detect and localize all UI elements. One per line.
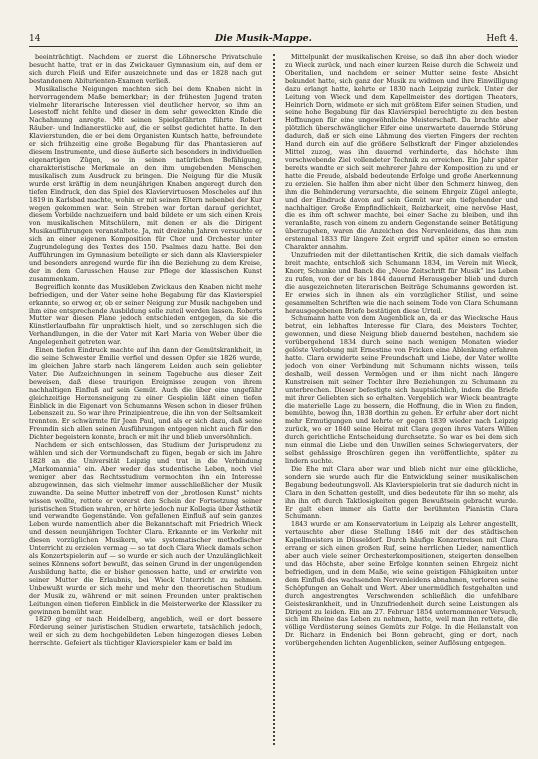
paragraph: beeinträchtigt. Nachdem er zuerst die Löhnersche Privatschule besucht hatte, trat er in das Zwickauer Gymnasium ein, auf dem er sich durch Fleiß und Eifer auszeichnete und das er 1828 nach gut bestandenem Abiturienten-Examen verließ. [29, 54, 262, 85]
right-column [285, 54, 518, 745]
paragraph: Einen tiefen Eindruck machte auf ihn dann der Gemütskrankheit, in die seine Schwester Emilie verfiel und dessen Opfer sie 1826 wurde, im gleichen Jahre starb nach längerem Leiden auch sein geliebter Vater. Die Aufzeichnungen in seinem Tagebuche aus dieser Zeit beweisen, daß diese traurigen Ereignisse zeugen von ihrem nachhaltigen Einfluß auf sein Gemüt. Auch die über eine ungefähr gleichzeitige Herzensneigung zu einer Gespielin läßt einen tiefen Einblick in die Eigenart von Schumanns Wesen schon in dieser frühen Lebenszeit zu. So war ihre Prinzipientreue, die ihn von der Seltsamkeit trennten. Er schwärmte für Jean Paul, und als er sich dazu, daß seine Freundin sich allen seinen Ausführungen entgegen nicht auch für den Dichter begeistern konnte, brach er mit ihr und blieb unversöhnlich. [29, 346, 262, 442]
paragraph: Nachdem er sich entschlossen, das Studium der Jurisprudenz zu wählen und sich der Vormundschaft zu fügen, begab er sich im Jahre 1828 an die Universität Leipzig und trat in die Verbindung „Markomannia“ ein. Aber weder das studentische Leben, noch viel weniger aber das Rechtsstudium vermochten ihn ein Interesse abzugewinnen, das sich vielmehr immer ausschließlicher der Musik zuwandte. Da seine Mutter inbetreff von der „brotlosen Kunst“ nichts wissen wollte, rettete er vorerst den Schein der Fortsetzung seiner juristischen Studien wahren, er hörte jedoch nur Kollegia über Ästhetik und verwandte Gegenstände. Von gefallenen Einfluß auf sein ganzes Leben wurde namentlich aber die Bekanntschaft mit Friedrich Wieck und dessen neunjährigen Tochter Clara. Erkannte er im Verkehr mit diesen vorzüglichen Musikern, wie systematischer methodischer Unterricht zu erzielen vermag — so tat doch Clara Wieck damals schon als Konzertspielerin auf — so wurde er sich auch der Unzulänglichkeit seines Könnens sofort bewußt, das seinen Grund in der ungenügenden Ausbildung hatte, die er bisher genossen hatte, und er erwirkte von seiner Mutter die Erlaubnis, bei Wieck Unterricht zu nehmen. Unbewußt wurde er sich mehr und mehr den theoretischen Studium der Musik zu, während er mit seinen Freunden unter praktischen Leitungen einen tieferen Einblick in die Meisterwerke der Klassiker zu gewinnen bemüht war. [29, 441, 262, 616]
paragraph: Mittelpunkt der musikalischen Kreise, so daß ihn aber doch wieder zu Wieck zurück, und nach einer kurzen Reise durch die Schweiz und Oberitalien, und nachdem er seiner Mutter seine feste Absicht bekundet hatte, sich ganz der Musik zu widmen und ihre Einwilligung dazu erlangt hatte, kehrte er 1830 nach Leipzig zurück. Unter der Leitung von Wieck und dem Kapellmeister des dortigen Theaters, Heinrich Dorn, widmete er sich mit größtem Eifer seinen Studien, und seine hohe Begabung für das Klavierspiel berechtigte zu den besten Hoffnungen für eine ungewöhnliche Meisterschaft. Da brachte aber plötzlich überschwänglicher Eifer eine unerwartete dauernde Störung dadurch, daß er sich eine Lähmung des vierten Fingers der rechten Hand durch ein auf die größere Selbstkraft der Finger abzielendes Mittel zuzog, was ihn dauernd verhinderte, das höchste ihm vorschwebende Ziel vollendeter Technik zu erreichen. Ein Jahr später bereits wandte er sich seit mehrerer Jahre der Komposition zu und er hatte die Freude, alsbald bedeutende Erfolge und große Anerkennung zu erzielen. Sie halfen ihm aber nicht über den Schmerz hinweg, den ihm die Behinderung verursachte, die seinem Ehrgeiz Zügel anlegte, und der Eindruck davon auf sein Gemüt war ein tiefgehender und nachhaltiger. Große Empfindlichkeit, Reizbarkeit, eine nervöse Hast, die es ihm oft schwer machte, bei einer Sache zu bleiben, und ihn veranlaßte, rasch von einem zu andern Gegenstande seiner Betätigung überzugehen, waren die Anzeichen des Nervenleidens, das ihm zum erstenmal 1833 für längere Zeit ergriff und später einen so ernsten Charakter annahm. [285, 54, 518, 252]
paragraph: Unzufrieden mit der dilettantischen Kritik, die sich damals vielfach breit machte, entschloß sich Schumann 1834, im Verein mit Wieck, Knorr, Schunke und Banck die „Neue Zeitschrift für Musik“ ins Leben zu rufen, von der er bis 1844 dauernd Herausgeber blieb und durch die ausgezeichneten literarischen Beiträge Schumanns geworden ist. Er erwies sich in ihnen als ein vorzüglicher Stilist, und seine gesammelten Schriften wie die nach seinem Tode von Clara Schumann herausgegebenen Briefe bestätigen diese Urteil. [285, 251, 518, 315]
paragraph: Die Ehe mit Clara aber war und blieb nicht nur eine glückliche, sondern sie wurde auch für die Entwicklung seiner musikalischen Begabung bedeutungsvoll. Als Klavierspielerin trat sie dadurch nicht in Clara in den Schatten gestellt, und dies bedeutete für ihn so mehr, als ihn ihn oft durch Taktlosigkeiten gegen Bewußtsein gebracht wurde. Er galt eben immer als Gatte der berühmten Pianistin Clara Schumann. [285, 464, 518, 521]
paragraph: 1829 ging er nach Heidelberg, angeblich, weil er dort bessere Förderung seiner juristischen Studien erwartete, tatsächlich jedoch, weil er sich zu dem hochgebildeten Leben hingezogen dieses Leben herrschte. Gefeiert als tüchtiger Klavierspieler kam er bald im [29, 615, 262, 648]
paragraph: Begreiflich konnte das Musikleben Zwickaus den Knaben nicht mehr befriedigen, und der Vater seine hohe Begabung für das Klavierspiel erkannte, so erwog er, ob er seiner Neigung zur Musik nachgeben und ihm eine entsprechende Ausbildung solle zuteil werden lassen. Roberts Mutter war diesen Plane jedoch entschieden entgegen, da sie die Künstlerlaufbahn für unpraktisch hielt, und so zerschlugen sich die Verhandlungen, in die der Vater mit Karl Maria von Weber über die Angelegenheit getreten war. [29, 282, 262, 347]
paragraph: 1843 wurde er am Konservatorium in Leipzig als Lehrer angestellt, vertauschte aber diese Stellung 1846 mit der des städtischen Kapellmeisters in Düsseldorf. Durch häufige Konzertreisen mit Clara errang er sich einen großen Ruf, seine herrlichen Lieder, namentlich aber auch viele seiner Orchesterkompositionen, steigerten denselben und das Höchste, aber seine Erfolge konnten seinen Ehrgeiz nicht befriedigen, und in dem Maße, wie seine geistigen Fähigkeiten unter dem Einfluß des wachsenden Nervenleidens abnahmen, verloren seine Schöpfungen an Gehalt und Wert. Aber unermüdlich festgehalten und durch angestrengtes Verschwenden schließlich die unfehlbare Geisteskrankheit, und in Unzufriedenheit durch seine Leistungen als Dirigent zu leiden. Ein am 27. Februar 1854 unternommener Versuch, sich im Rheine das Leben zu nehmen, hatte, weil man ihn rettete, die völlige Verdüsterung seines Gemüts zur Folge. In die Heilanstalt von Dr. Richarz in Endenich bei Bonn gebracht, ging er dort, nach vorübergehenden lichten Augenblicken, seiner Auflösung entgegen. [285, 520, 518, 648]
magazine-title: Die Musik-Mappe. [214, 33, 312, 44]
header-rule [29, 46, 518, 47]
issue-number: Heft 4. [486, 34, 518, 44]
article-body [29, 54, 518, 745]
paragraph: Schumann hatte von dem Augenblick an, da er das Wiecksche Haus betrat, ein lebhaftes Interesse für Clara, des Meisters Tochter, gewonnen, und diese Neigung blieb dauernd bestehen, nachdem sie vorübergehend 1834 durch seine nach wenigen Monaten wieder gelöste Verlobung mit Ernestine von Fricken eine Ablenkung erfahren hatte. Clara erwiderte seine Freundschaft und Liebe, der Vater wollte jedoch von einer Verbindung mit Schumann nichts wissen, teils deshalb, weil dessen Vermögen und er ihm nicht nach längere Kunstreisen mit seiner Tochter ihre Beziehungen zu Schumann zu unterbrechen. Dieser befestigte sich hauptsächlich, indem die Briefe mit ihrer Geliebten sich so erhalten. Vergeblich war Wieck beantragte die materielle Lage zu bessern, die Hoffnung, die in Wien zu finden, bemühte, bewog ihn, 1838 dorthin zu gehen. Er erfuhr aber dort nicht mehr Ermutigungen und kehrte er gegen 1839 wieder nach Leipzig zurück, wo er 1840 seine Heirat mit Clara gegen ihres Vaters Willen durch gerichtliche Entscheidung durchsetzte. So war es bei dem sich nun einmal die Liebe und den Unwillen seines Schwiegervaters, der selbst gehässige Broschüren gegen ihn veröffentlichte, später zu lindern suchte. [285, 314, 518, 466]
paragraph: Musikalische Neigungen machten sich bei dem Knaben nicht in hervorragendem Maße bemerkbar; in der frühesten Jugend traten vielmehr literarische Interessen viel deutlicher hervor, so ihm an Lesestoff nicht fehlte und dieser in dem sehr geweckten Kinde die Nachahmung anregte. Mit seinen Spielgefährten führte Robert Räuber- und Indianerstücke auf, die er selbst gedichtet hatte. In den Klavierstunden, die er bei dem Organisten Kuntsch hatte, befreundete er sich frühzeitig eine große Begabung für das Phantasieren auf diesem Instrumente, und diese äußerte sich besonders in individuellen eigenartigen Zügen, so in seinen natürlichen Befähigung, charakteristische Merkmale an den ihm umgebenden Menschen musikalisch zum Ausdruck zu bringen. Die Neigung für die Musik wurde erst kräftig in dem neunjährigen Knaben angeregt durch den tiefen Eindruck, den das Spiel des Klaviervirtuosen Moscheles auf ihn 1819 in Karlsbad machte, wohin er mit seinen Eltern nebenbei der Kur wegen gekommen war. Sein Streben war fortan darauf gerichtet, diesem Vorbilde nachzueifern und bald bildete er um sich einen Kreis von musikalischen Mitschülern, mit denen er als die Dirigent Musikaufführungen veranstaltete. Ja, mit dreizehn Jahren versuchte er sich an einer eigenen Komposition für Chor und Orchester unter Zugrundelegung des Textes des 150. Psalmes dazu hatte. Bei den Aufführungen im Gymnasium beteiligte er sich dann als Klavierspieler und besonders anregend wurde für ihn die Beziehung zu dem Kreise, der in dem Carusschen Hause zur Pflege der klassischen Kunst zusammenkam. [29, 84, 262, 283]
column-divider [273, 54, 275, 745]
page-number: 14 [29, 34, 41, 44]
left-column [29, 54, 262, 745]
page-header [29, 30, 518, 44]
